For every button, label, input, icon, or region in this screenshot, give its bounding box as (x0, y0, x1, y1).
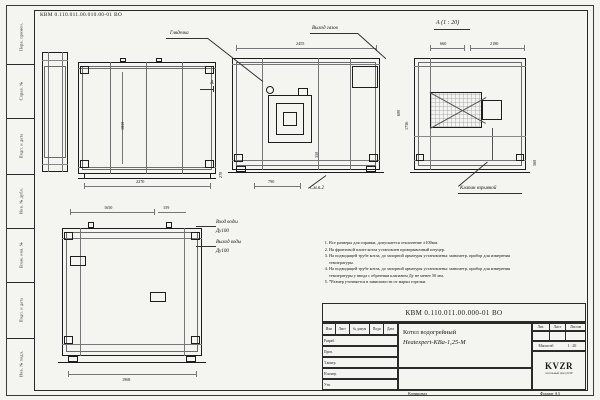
explosion-valve-body (482, 100, 502, 120)
margin-cell-2 (7, 118, 34, 175)
label-gas-outlet: Выход газов (312, 26, 338, 31)
center-view-flange (232, 64, 380, 65)
label-explosion-valve: Клапан взрывной (460, 186, 497, 191)
label-water-outlet-dn: Ду100 (216, 249, 229, 254)
dim-tick (154, 209, 155, 215)
margin-cell-label: Инв. № подл. (18, 350, 23, 377)
tb-role-label: Разраб. (324, 339, 336, 343)
margin-cell-6 (7, 338, 34, 389)
front-view-nozzle (156, 58, 162, 62)
bottom-view-foot (191, 336, 200, 344)
margin-cell-label: Подп. и дата (18, 297, 23, 323)
section-arrow-a-line (200, 89, 214, 90)
dim-line-width (84, 186, 210, 187)
margin-cell-4 (7, 228, 34, 283)
tb-role-label: Пров. (324, 350, 333, 354)
tb-role-label: Утв. (324, 383, 331, 387)
tb-logo-block (532, 351, 586, 390)
tb-role-label: Т.контр. (324, 361, 337, 365)
tb-product-block (398, 323, 532, 368)
tb-col-list: Лист (336, 324, 350, 334)
bottom-view-corner (191, 232, 200, 240)
tb-lit-header (532, 323, 586, 331)
tb-role-label: Н.контр. (324, 372, 338, 376)
front-view-base (78, 178, 216, 179)
tb-rev-header (322, 323, 398, 335)
label-water-outlet: Выход воды (216, 240, 242, 245)
detail-view-foot (516, 154, 524, 161)
dim-front-790: 790 (268, 179, 275, 184)
bottom-view-corner (64, 232, 73, 240)
label-section-note: См.п.2 (310, 186, 325, 191)
burner-nozzle (298, 88, 308, 96)
designation-text: КВМ 0.110.011.00.000-01 ВО (405, 308, 503, 317)
tb-product-model: Heatexpert-КВа-1,25-М (403, 339, 466, 346)
front-view-nozzle (120, 58, 126, 62)
note-item: 5. *Размер уточняется в зависимости от марки горелки. (329, 279, 530, 285)
margin-cell-0 (7, 10, 34, 65)
dim-right-660: 660 (440, 41, 447, 46)
bottom-view-rib (184, 228, 185, 356)
tb-product-name: Котел водогрейный (403, 329, 457, 336)
note-item: 4. На подводящей трубе котла, до запорной арматуры установлены: манометр, прибор для измерения температуры у вводa с обратным клапаном Ду не менее 50 мм. (329, 266, 530, 278)
dim-tick (210, 183, 211, 189)
tb-col-izm: Изм (323, 324, 336, 334)
dim-line-2180 (470, 48, 524, 49)
leader-peephole-underline (166, 38, 208, 39)
dim-tick (70, 209, 71, 215)
tb-scale-row (532, 341, 586, 351)
tb-scale-label: Масштаб (538, 344, 554, 348)
tb-company: KVZR (544, 361, 573, 371)
front-view-flange (78, 68, 216, 69)
tb-scale-value: 1 : 20 (567, 344, 577, 348)
dim-front-270: 270 (218, 171, 223, 178)
leader-explosion-valve-underline (458, 193, 522, 194)
bottom-view-leg (68, 356, 78, 362)
tb-col-data: Дата (386, 327, 395, 331)
dim-line-1968 (68, 374, 196, 375)
center-view-foot (234, 154, 243, 162)
dim-line-159 (158, 212, 186, 213)
center-view-leg (236, 166, 246, 172)
tb-row-prov (322, 346, 398, 357)
dim-line-front-width (236, 48, 376, 49)
bottom-view-rib (80, 228, 81, 356)
dim-right-600: 600 (396, 109, 401, 116)
margin-cell-label: Взам. инв. № (18, 242, 23, 268)
margin-cell-label: Перв. примен. (18, 22, 23, 52)
leader-water-outlet (196, 246, 216, 247)
label-peephole: Гляделка (170, 31, 189, 36)
dim-front-350: 350 (314, 151, 319, 158)
dim-left-width: 2270 (136, 179, 145, 184)
front-view-leg (84, 174, 85, 178)
dim-tick (236, 45, 237, 51)
leader-water-inlet (196, 226, 216, 227)
detail-view-foot (416, 154, 424, 161)
front-view-foot (80, 160, 89, 168)
tb-company-sub: котельный завод КЗР (545, 371, 573, 375)
peephole-circle (266, 86, 274, 94)
dim-tick (84, 183, 85, 189)
detail-view-base (410, 172, 530, 173)
bottom-view-foot (64, 336, 73, 344)
bottom-view-port-2 (150, 292, 166, 302)
detail-view-line (414, 136, 526, 137)
front-view-rib (146, 62, 147, 174)
note-item: 1. Все размеры для справки, допускается отклонение ±100мм. (329, 240, 530, 246)
tb-sheets-value (566, 332, 585, 340)
tb-col-podp: Подп (370, 324, 384, 334)
section-arrow-a-label: А (210, 80, 214, 86)
tb-lit-values (532, 331, 586, 341)
tb-lit-label: Лит. (533, 324, 550, 330)
bottom-view-inner (66, 232, 198, 352)
label-water-inlet: Вход воды (216, 220, 238, 225)
margin-cell-label: Справ. № (18, 81, 23, 101)
margin-cell-1 (7, 64, 34, 119)
dim-bottom-1968: 1968 (122, 377, 131, 382)
drawing-top-code: КВМ 0.110.011.00.010.00-01 ВО (40, 12, 123, 18)
dim-bottom-159: 159 (163, 205, 170, 210)
format-note: Формат А3 (540, 391, 560, 396)
left-side-view-line (42, 60, 68, 61)
dim-right-1736: 1736 (404, 121, 409, 130)
bottom-view-flange (62, 344, 202, 345)
tb-row-razrab (322, 335, 398, 346)
center-view-rib (350, 58, 351, 170)
margin-cell-5 (7, 282, 34, 339)
front-view-leg (210, 174, 211, 178)
dim-tick (254, 183, 255, 189)
dim-line-660 (430, 48, 464, 49)
front-view-corner (205, 66, 214, 74)
center-view-foot (369, 154, 378, 162)
note-item: 3. На подводящей трубе котла, до запорной арматуры установлены: манометр, прибор для измерения температуры. (329, 253, 530, 265)
margin-cell-label: Инв. № дубл. (18, 187, 23, 215)
detail-scale-underline (434, 29, 470, 30)
dim-tick (430, 45, 431, 51)
bottom-view-nozzle (166, 222, 172, 228)
dim-line-height (122, 72, 123, 164)
dim-line-1650 (70, 212, 154, 213)
note-item: 2. На фронтовой плите котла установлен провзрывочный штуцер. (329, 247, 530, 253)
bottom-view-port-1 (70, 256, 86, 266)
front-view-rib (110, 62, 111, 174)
leader-gas-outlet-underline (310, 33, 358, 34)
left-side-view-inner (44, 66, 66, 158)
center-view-flange (232, 160, 380, 161)
dim-right-560: 560 (532, 159, 537, 166)
tb-row-nkontr (322, 368, 398, 379)
notes-block (322, 240, 530, 286)
dim-tick (300, 183, 301, 189)
dim-left-height: 1830 (120, 121, 125, 130)
front-view-rib (182, 62, 183, 174)
burner-center (283, 112, 297, 126)
bottom-view-base (58, 362, 206, 363)
front-view-inner-panel (82, 66, 212, 170)
tb-sheet-value (550, 332, 567, 340)
label-water-inlet-dn: Ду100 (216, 229, 229, 234)
dim-tick (68, 371, 69, 377)
bottom-view-flange (62, 238, 202, 239)
copy-note: Копировал (408, 391, 428, 396)
margin-cell-3 (7, 174, 34, 229)
center-view-base (228, 172, 384, 173)
tb-sheet-label: Лист (550, 324, 567, 330)
left-side-view-line (42, 164, 68, 165)
explosion-valve-stem (492, 128, 493, 160)
front-view-flange (78, 167, 216, 168)
tb-col-docum: № докум (350, 324, 371, 334)
tb-sheets-label: Листов (570, 325, 582, 329)
section-arrow-a-tick (213, 86, 214, 92)
tb-blank-block (398, 368, 532, 390)
center-view-rib (262, 58, 263, 170)
dim-tick (524, 45, 525, 51)
dim-tick (464, 45, 465, 51)
designation-bar (322, 303, 586, 322)
dim-right-2180: 2180 (490, 41, 499, 46)
margin-strip (7, 10, 35, 389)
center-view-leg (366, 166, 376, 172)
bottom-view-nozzle (88, 222, 94, 228)
dim-tick (470, 45, 471, 51)
dim-front-width: 2455 (296, 41, 305, 46)
title-block (322, 322, 586, 390)
front-view-foot (205, 160, 214, 168)
gas-outlet-duct (352, 66, 378, 88)
bottom-view-leg (186, 356, 196, 362)
dim-tick (196, 371, 197, 377)
detail-scale-label: А (1 : 20) (436, 20, 460, 26)
tb-row-utv (322, 379, 398, 390)
margin-cell-label: Подп. и дата (18, 133, 23, 159)
front-view-corner (80, 66, 89, 74)
dim-line-790 (254, 186, 300, 187)
tb-row-tkontr (322, 357, 398, 368)
dim-bottom-1650: 1650 (104, 205, 113, 210)
